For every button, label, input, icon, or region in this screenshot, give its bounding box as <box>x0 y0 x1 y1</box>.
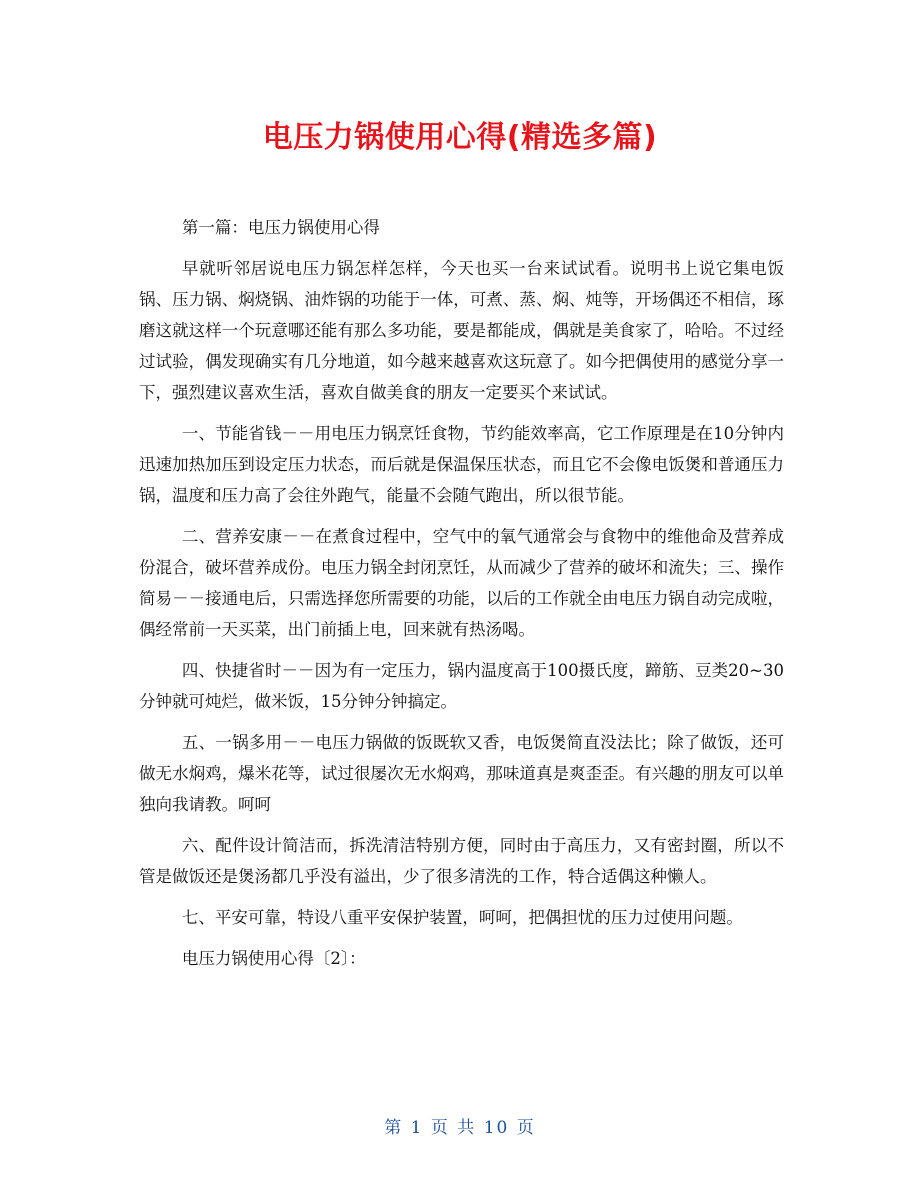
paragraph: 早就听邻居说电压力锅怎样怎样，今天也买一台来试试看。说明书上说它集电饭锅、压力锅、焖烧锅、油炸锅的功能于一体，可煮、蒸、焖、炖等，开场偶还不相信，琢磨这就这样一个玩意哪还能有那么多功能，要是都能成，偶就是美食家了，哈哈。不过经过试验，偶发现确实有几分地道，如今越来越喜欢这玩意了。如今把偶使用的感觉分享一下，强烈建议喜欢生活，喜欢自做美食的朋友一定要买个来试试。 <box>139 259 784 402</box>
paragraph: 四、快捷省时－－因为有一定压力，锅内温度高于100摄氏度，蹄筋、豆类20~30分钟就可炖烂，做米饭，15分钟分钟搞定。 <box>139 661 784 711</box>
paragraph: 七、平安可靠，特设八重平安保护装置，呵呵，把偶担忧的压力过使用问题。 <box>181 908 743 927</box>
document-body <box>139 212 784 984</box>
paragraph: 五、一锅多用－－电压力锅做的饭既软又香，电饭煲简直没法比；除了做饭，还可做无水焖鸡，爆米花等，试过很屡次无水焖鸡，那味道真是爽歪歪。有兴趣的朋友可以单独向我请教。呵呵 <box>139 733 784 814</box>
paragraph: 一、节能省钱－－用电压力锅烹饪食物，节约能效率高，它工作原理是在10分钟内迅速加热加压到设定压力状态，而后就是保温保压状态，而且它不会像电饭煲和普通压力锅，温度和压力高了会往外跑气，能量不会随气跑出，所以很节能。 <box>139 424 784 505</box>
page-number-footer: 第 1 页 共 10 页 <box>384 1118 536 1138</box>
document-title: 电压力锅使用心得(精选多篇) <box>262 120 658 155</box>
paragraph: 六、配件设计简洁而，拆洗清洁特别方便，同时由于高压力，又有密封圈，所以不管是做饭还是煲汤都几乎没有溢出，少了很多清洗的工作，特合适偶这种懒人。 <box>139 836 784 886</box>
paragraph: 二、营养安康－－在煮食过程中，空气中的氧气通常会与食物中的维他命及营养成份混合，破坏营养成份。电压力锅全封闭烹饪，从而减少了营养的破坏和流失；三、操作简易－－接通电后，只需选择您所需要的功能，以后的工作就全由电压力锅自动完成啦，偶经常前一天买菜，出门前插上电，回来就有热汤喝。 <box>139 527 784 639</box>
paragraph: 第一篇：电压力锅使用心得 <box>181 218 380 237</box>
paragraph: 电压力锅使用心得〔2〕： <box>181 949 366 968</box>
